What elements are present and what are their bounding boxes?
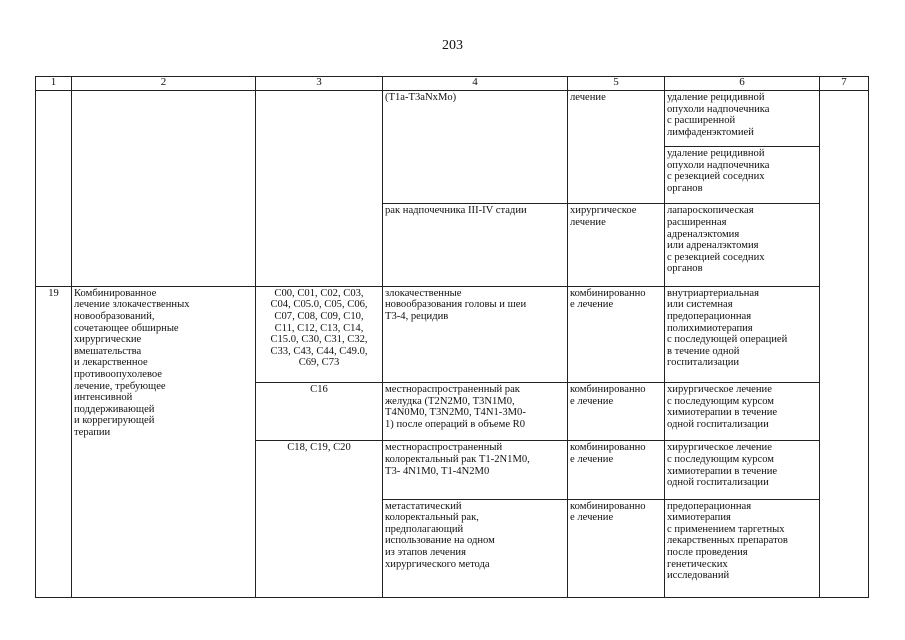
empty-col7-cell: [820, 91, 869, 598]
column-number: 6: [665, 77, 820, 91]
diagnosis-text: местнораспространенный колоректальный рак T1-2N1M0, T3- 4N1M0, T1-4N2M0: [385, 442, 530, 477]
column-number: 3: [256, 77, 383, 91]
diagnosis-text: метастатический колоректальный рак, предполагающий использование на одном из этапов лечения хирургического метода: [385, 500, 495, 570]
column-number: 1: [36, 77, 72, 91]
group-name-cell: [72, 286, 256, 597]
medical-care-table: [35, 76, 869, 598]
diagnosis-text: местнораспространенный рак желудка (T2N2M0, T3N1M0, T4N0M0, T3N2M0, T4N1-3M0- 1) после операций в объеме R0: [385, 384, 526, 430]
table-row: [36, 91, 869, 147]
treatment-type-cell: [568, 441, 665, 499]
diagnosis-cell: [383, 383, 568, 441]
table-row: [36, 286, 869, 382]
treatment-type-cell: [568, 383, 665, 441]
diagnosis-cell: [383, 441, 568, 499]
column-number: 7: [820, 77, 869, 91]
empty-number-cell: [36, 91, 72, 287]
diagnosis-text: злокачественные новообразования головы и шеи T3-4, рецидив: [385, 287, 527, 322]
diagnosis-cell: [383, 204, 568, 286]
column-number: 5: [568, 77, 665, 91]
page-number: 203: [442, 38, 463, 53]
empty-name-cell: [72, 91, 256, 287]
group-number: 19: [48, 287, 59, 299]
method-text: внутриартериальная или системная предоперационная полихимиотерапия с последующей операцией в течение одной госпитализации: [667, 287, 788, 369]
diagnosis-text: рак надпочечника III-IV стадии: [385, 205, 527, 217]
method-cell: [665, 383, 820, 441]
method-text: предоперационная химиотерапия с применением таргетных лекарственных препаратов после проведения генетических исследований: [667, 500, 788, 582]
diagnosis-cell: [383, 499, 568, 597]
treatment-type-cell: [568, 286, 665, 382]
group-name: Комбинированное лечение злокачественных новообразований, сочетающее обширные хирургические вмешательства и лекарственное противоопухолевое лечение, требующее интенсивной поддерживающей и коррегирующей терапии: [74, 287, 190, 438]
method-cell: [665, 441, 820, 499]
treatment-type-cell: [568, 204, 665, 286]
icd-codes: C16: [310, 384, 328, 396]
treatment-type-text: хирургическое лечение: [570, 205, 637, 229]
empty-codes-cell: [256, 91, 383, 287]
treatment-type-text: комбинированно е лечение: [570, 442, 646, 465]
diagnosis-cell: [383, 91, 568, 204]
method-text: лапароскопическая расширенная адреналэктомия или адреналэктомия с резекцией соседних органов: [667, 205, 765, 275]
treatment-type-text: лечение: [570, 92, 606, 104]
treatment-type-cell: [568, 91, 665, 204]
diagnosis-text: (T1a-T3aNxMo): [385, 92, 457, 104]
icd-codes: C18, C19, C20: [287, 442, 351, 454]
treatment-type-cell: [568, 499, 665, 597]
method-cell: [665, 499, 820, 597]
codes-cell: [256, 441, 383, 598]
column-number: 4: [383, 77, 568, 91]
diagnosis-cell: [383, 286, 568, 382]
method-cell: [665, 147, 820, 204]
group-number-cell: [36, 286, 72, 597]
method-cell: [665, 91, 820, 147]
method-text: удаление рецидивной опухоли надпочечника с резекцией соседних органов: [667, 148, 770, 195]
treatment-type-text: комбинированно е лечение: [570, 384, 646, 407]
method-cell: [665, 204, 820, 286]
column-number: 2: [72, 77, 256, 91]
treatment-type-text: комбинированно е лечение: [570, 500, 646, 524]
column-number-row: [36, 77, 869, 91]
method-text: хирургическое лечение с последующим курсом химиотерапии в течение одной госпитализации: [667, 384, 778, 430]
codes-cell: [256, 286, 383, 382]
codes-cell: [256, 383, 383, 441]
method-text: хирургическое лечение с последующим курсом химиотерапии в течение одной госпитализации: [667, 442, 778, 489]
icd-codes: C00, C01, C02, C03, C04, C05.0, C05, C06, C07, C08, C09, C10, C11, C12, C13, C14, C15.0, C30, C31, C32, C33, C43, C44, C49.0, C69, C73: [270, 287, 368, 369]
method-text: удаление рецидивной опухоли надпочечника с расширенной лимфаденэктомией: [667, 92, 770, 138]
treatment-type-text: комбинированно е лечение: [570, 287, 646, 311]
method-cell: [665, 286, 820, 382]
